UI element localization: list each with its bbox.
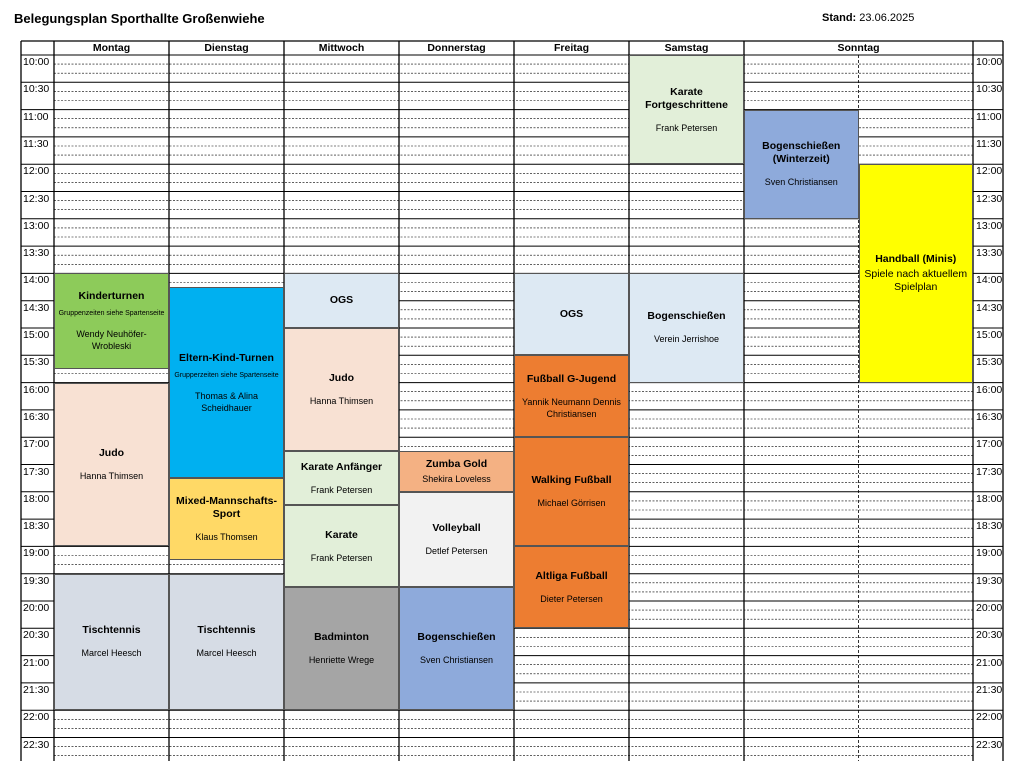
day-header-donnerstag: Donnerstag xyxy=(427,42,486,54)
event-block[interactable] xyxy=(284,587,399,710)
event-person: Sven Christiansen xyxy=(419,655,494,666)
time-label-right: 17:00 xyxy=(976,438,1003,451)
day-header-montag: Montag xyxy=(92,42,131,54)
time-label-left: 22:00 xyxy=(23,711,50,724)
time-label-left: 16:00 xyxy=(23,383,50,396)
time-label-left: 12:00 xyxy=(23,165,50,178)
time-label-left: 17:00 xyxy=(23,438,50,451)
event-title: Altliga Fußball xyxy=(535,569,608,582)
event-title: Judo xyxy=(328,371,355,384)
time-label-right: 22:00 xyxy=(976,711,1003,724)
event-block[interactable] xyxy=(169,287,284,478)
event-note: Grupperzeiten siehe Spartenseite xyxy=(174,371,279,379)
event-person: Hanna Thimsen xyxy=(79,470,144,481)
event-title: Karate Fortgeschrittene xyxy=(645,85,728,111)
time-label-right: 15:30 xyxy=(976,356,1003,369)
event-block[interactable] xyxy=(399,587,514,710)
time-label-left: 21:30 xyxy=(23,683,50,696)
event-title: OGS xyxy=(559,307,584,320)
time-label-left: 22:30 xyxy=(23,738,50,751)
time-label-left: 12:30 xyxy=(23,192,50,205)
time-label-right: 19:30 xyxy=(976,574,1003,587)
time-label-right: 14:00 xyxy=(976,274,1003,287)
time-label-right: 12:30 xyxy=(976,192,1003,205)
time-label-left: 13:00 xyxy=(23,219,50,232)
time-label-right: 18:30 xyxy=(976,520,1003,533)
event-block[interactable] xyxy=(859,164,974,382)
event-title: Tischtennis xyxy=(197,624,256,637)
time-label-left: 14:30 xyxy=(23,301,50,314)
event-person: Shekira Loveless xyxy=(422,473,491,484)
event-person: Thomas & Alina Scheidhauer xyxy=(194,390,259,413)
day-header-dienstag: Dienstag xyxy=(204,42,249,54)
event-title: Mixed-Mannschafts-Sport xyxy=(176,495,277,521)
stand-value: 23.06.2025 xyxy=(859,12,915,24)
time-label-right: 21:30 xyxy=(976,683,1003,696)
time-label-left: 18:00 xyxy=(23,492,50,505)
event-block[interactable] xyxy=(514,546,629,628)
time-label-left: 18:30 xyxy=(23,520,50,533)
time-label-right: 13:00 xyxy=(976,219,1003,232)
time-label-left: 15:00 xyxy=(23,329,50,341)
event-title: Walking Fußball xyxy=(531,474,612,487)
time-label-right: 18:00 xyxy=(976,492,1003,505)
event-block[interactable] xyxy=(399,451,514,492)
event-title: Karate xyxy=(325,528,358,541)
day-header-samstag: Samstag xyxy=(664,42,709,54)
event-person: Spiele nach aktuellem Spielplan xyxy=(864,267,968,293)
time-label-right: 21:00 xyxy=(976,656,1003,669)
event-title: Zumba Gold xyxy=(425,457,488,470)
event-block[interactable] xyxy=(514,355,629,437)
event-block[interactable] xyxy=(284,505,399,587)
time-label-right: 15:00 xyxy=(976,329,1003,341)
stand-label: Stand: xyxy=(822,12,857,24)
event-person: Wendy Neuhöfer-Wrobleski xyxy=(76,329,147,352)
time-label-right: 16:30 xyxy=(976,410,1003,423)
time-label-right: 20:30 xyxy=(976,629,1003,642)
event-person: Dieter Petersen xyxy=(540,593,603,604)
event-title: Tischtennis xyxy=(82,624,141,637)
event-block[interactable] xyxy=(169,478,284,560)
event-person: Sven Christiansen xyxy=(764,177,838,188)
event-note: Gruppenzeiten siehe Spartenseite xyxy=(58,310,165,318)
time-label-right: 10:00 xyxy=(976,56,1003,68)
event-title: OGS xyxy=(329,294,354,307)
time-label-left: 19:30 xyxy=(23,574,50,587)
time-label-left: 20:30 xyxy=(23,629,50,642)
event-block[interactable] xyxy=(54,273,169,369)
time-label-left: 16:30 xyxy=(23,410,50,423)
event-person: Frank Petersen xyxy=(310,552,373,563)
event-title: Handball (Minis) xyxy=(875,252,957,265)
event-person: Frank Petersen xyxy=(310,484,373,495)
event-block[interactable] xyxy=(54,383,169,547)
event-block[interactable] xyxy=(284,273,399,328)
day-header-freitag: Freitag xyxy=(553,42,589,54)
event-person: Henriette Wrege xyxy=(308,655,375,666)
time-label-right: 11:00 xyxy=(976,110,1002,123)
event-title: Volleyball xyxy=(432,522,481,535)
event-person: Klaus Thomsen xyxy=(195,532,258,543)
time-label-left: 20:00 xyxy=(23,602,50,614)
event-title: Bogenschießen (Winterzeit) xyxy=(762,140,841,166)
event-block[interactable] xyxy=(54,574,169,711)
event-title: Karate Anfänger xyxy=(300,460,383,473)
event-title: Fußball G-Jugend xyxy=(526,372,617,385)
event-person: Detlef Petersen xyxy=(425,546,488,557)
day-header-sonntag: Sonntag xyxy=(837,42,880,54)
event-title: Bogenschießen xyxy=(647,310,726,323)
time-label-left: 10:30 xyxy=(23,83,50,96)
day-header-mittwoch: Mittwoch xyxy=(318,42,365,54)
time-label-right: 11:30 xyxy=(976,137,1002,150)
time-label-right: 20:00 xyxy=(976,602,1003,614)
event-person: Verein Jerrishoe xyxy=(653,334,720,345)
time-label-left: 10:00 xyxy=(23,56,50,68)
event-title: Eltern-Kind-Turnen xyxy=(179,351,274,364)
event-block[interactable] xyxy=(744,110,859,219)
event-block[interactable] xyxy=(514,437,629,546)
event-person: Marcel Heesch xyxy=(196,648,257,659)
event-person: Marcel Heesch xyxy=(81,648,142,659)
time-label-left: 11:00 xyxy=(23,110,49,123)
event-block[interactable] xyxy=(284,328,399,451)
event-person: Hanna Thimsen xyxy=(309,395,374,406)
time-label-right: 12:00 xyxy=(976,165,1003,178)
event-title: Bogenschießen xyxy=(417,631,496,644)
event-person: Frank Petersen xyxy=(655,122,718,133)
time-label-left: 15:30 xyxy=(23,356,50,369)
event-block[interactable] xyxy=(284,451,399,506)
time-label-right: 14:30 xyxy=(976,301,1003,314)
time-label-left: 19:00 xyxy=(23,547,50,560)
time-label-left: 14:00 xyxy=(23,274,50,287)
event-person: Michael Görrisen xyxy=(537,498,606,509)
event-block[interactable] xyxy=(169,574,284,711)
event-block[interactable] xyxy=(629,55,744,164)
time-label-right: 19:00 xyxy=(976,547,1003,560)
time-label-right: 10:30 xyxy=(976,83,1003,96)
event-block[interactable] xyxy=(514,273,629,355)
event-title: Badminton xyxy=(314,631,369,644)
event-block[interactable] xyxy=(629,273,744,382)
page-title: Belegungsplan Sporthallte Großenwiehe xyxy=(14,11,265,26)
event-title: Judo xyxy=(98,446,125,459)
time-label-left: 21:00 xyxy=(23,656,50,669)
time-label-left: 13:30 xyxy=(23,247,50,260)
event-block[interactable] xyxy=(399,492,514,588)
event-title: Kinderturnen xyxy=(78,290,145,303)
time-label-left: 11:30 xyxy=(23,137,49,150)
time-label-right: 22:30 xyxy=(976,738,1003,751)
time-label-right: 16:00 xyxy=(976,383,1003,396)
time-label-right: 17:30 xyxy=(976,465,1003,478)
event-person: Yannik Neumann Dennis Christiansen xyxy=(522,396,621,419)
time-label-right: 13:30 xyxy=(976,247,1003,260)
time-label-left: 17:30 xyxy=(23,465,50,478)
